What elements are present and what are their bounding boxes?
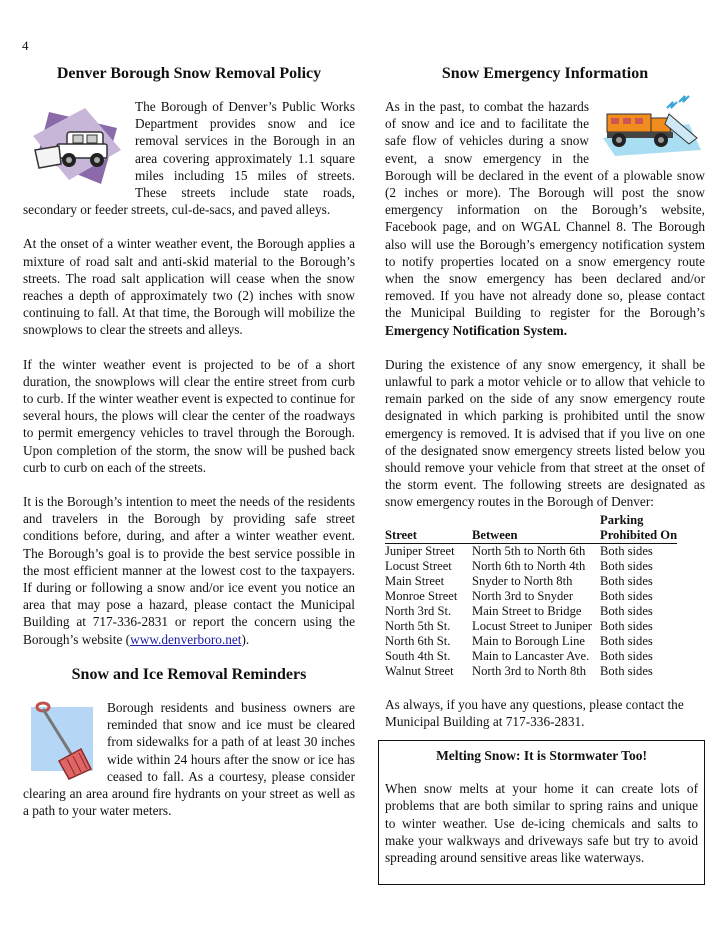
cell-street: South 4th St.: [385, 648, 451, 663]
stormwater-paragraph: When snow melts at your home it can create lots of problems that are both similar to spring rains and unique to winter weather. Use de-icing chemicals and salts to make your walkways and driveways safe but try to avoid spreading around sensitive areas like waterways.: [385, 781, 698, 866]
cell-prohibited: Both sides: [600, 648, 653, 663]
table-row: [385, 559, 677, 574]
cell-between: Main to Borough Line: [472, 633, 585, 648]
cell-street: Juniper Street: [385, 543, 455, 558]
policy-paragraph-4: [23, 493, 355, 648]
emergency-paragraph-3: As always, if you have any questions, please contact the Municipal Building at 717-336-2831.: [385, 696, 684, 729]
column-header-prohibited-on: Prohibited On: [600, 527, 678, 542]
cell-street: North 6th St.: [385, 633, 451, 648]
table-row: [385, 604, 677, 619]
column-header-between: Between: [472, 513, 600, 544]
table-row: [385, 619, 677, 634]
cell-street: Walnut Street: [385, 663, 454, 678]
cell-between: Snyder to North 8th: [472, 573, 573, 588]
cell-street: Monroe Street: [385, 588, 458, 603]
right-column: [385, 64, 705, 885]
cell-between: Main Street to Bridge: [472, 603, 582, 618]
section-title: Denver Borough Snow Removal Policy: [56, 65, 322, 82]
snow-ice-reminders-section: [23, 665, 355, 819]
cell-between: North 5th to North 6th: [472, 543, 586, 558]
policy-paragraph-1: The Borough of Denver’s Public Works Department provides snow and ice removal services in the Borough in an area covering approximately 1.1 square miles including 15 miles of streets. These streets include state roads, secondary or feeder streets, cul-de-sacs, and paved alleys.: [23, 99, 355, 218]
cell-between: North 3rd to Snyder: [472, 588, 574, 603]
cell-street: North 3rd St.: [385, 603, 452, 618]
snow-emergency-section: [385, 64, 705, 730]
cell-prohibited: Both sides: [600, 633, 653, 648]
snow-emergency-routes-table: [385, 513, 677, 679]
policy-paragraph-4-end: ).: [241, 631, 250, 647]
cell-prohibited: Both sides: [600, 603, 653, 618]
cell-prohibited: Both sides: [600, 588, 653, 603]
dump-truck-plow-icon: [597, 94, 705, 160]
section-title: Snow Emergency Information: [441, 65, 649, 82]
cell-street: Main Street: [385, 573, 445, 588]
table-row: [385, 543, 677, 559]
emergency-notification-system-label: Emergency Notification System.: [385, 322, 568, 338]
cell-between: Locust Street to Juniper: [472, 618, 592, 633]
snowplow-truck-icon: [29, 100, 125, 188]
column-header-parking: Parking: [600, 512, 644, 527]
cell-between: North 6th to North 4th: [472, 558, 586, 573]
policy-paragraph-3: If the winter weather event is projected to be of a short duration, the snowplows will clear the entire street from curb to curb. If the winter weather event is expected to continue for several hours, the plows will clear the center of the roadways to permit emergency vehicles to travel through the Borough. Upon completion of the storm, the snow will be pushed back curb to curb on each of the streets.: [23, 356, 355, 475]
cell-between: Main to Lancaster Ave.: [472, 648, 590, 663]
table-row: [385, 589, 677, 604]
table-row: [385, 664, 677, 679]
policy-paragraph-2: At the onset of a winter weather event, the Borough applies a mixture of road salt and anti-skid material to the Borough’s streets. The road salt application will cease when the snow reaches a depth of approximately two (2) inches with snow continuing to fall. At that time, the Borough will mobilize the snowplows to clear the streets and alleys.: [23, 236, 355, 338]
emergency-paragraph-2: During the existence of any snow emergency, it shall be unlawful to park a motor vehicle or to allow that vehicle to remain parked on the side of any snow emergency route designated in which parking is prohibited until the snow emergency is removed. It is advised that if you live on one of the designated snow emergency streets listed below you should remove your vehicle from that street at the onset of the storm event. The following streets are designated as snow emergency routes in the Borough of Denver:: [385, 356, 705, 510]
stormwater-title: Melting Snow: It is Stormwater Too!: [436, 748, 647, 764]
table-row: [385, 574, 677, 589]
snow-removal-policy-section: [23, 64, 355, 648]
page-number: 4: [22, 38, 29, 53]
cell-street: North 5th St.: [385, 618, 451, 633]
cell-prohibited: Both sides: [600, 663, 653, 678]
policy-paragraph-4-text: It is the Borough’s intention to meet the needs of the residents and travelers in the Borough by providing safe street conditions before, during, and after a winter weather event. The Borough’s goal is to provide the best service possible in the most efficient manner at the lowest cost to the taxpayers. If during or following a snow and/or ice event you notice an area that may pose a hazard, please contact the Municipal Building at 717-336-2831 or report the concern using the Borough’s website (: [23, 494, 355, 647]
table-row: [385, 649, 677, 664]
emergency-paragraph-1-text: As in the past, to combat the hazards of snow and ice and to facilitate the safe flow of vehicles during a snow event, a snow emergency in the Borough will be declared in the event of a plowable snow (2 inches or more). The Borough will post the snow emergency information on the Borough’s website, Facebook page, and on WGAL Channel 8. The Borough also will use the Borough’s emergency notification system to notify properties located on a snow emergency route when the snow emergency has been declared and/or removed. If you have not already done so, please contact the Municipal Building to register for the Borough’s: [385, 99, 705, 321]
cell-prohibited: Both sides: [600, 543, 653, 558]
cell-between: North 3rd to North 8th: [472, 663, 587, 678]
stormwater-box: [378, 740, 705, 885]
cell-prohibited: Both sides: [600, 573, 653, 588]
table-row: [385, 634, 677, 649]
reminders-paragraph: Borough residents and business owners are reminded that snow and ice must be cleared from sidewalks for a path of at least 30 inches wide within 24 hours after the snow or ice has ceased to fall. As a courtesy, please consider clearing an area around fire hydrants on your street as well as a path to your water meters.: [23, 699, 355, 819]
section-title: Snow and Ice Removal Reminders: [71, 665, 307, 683]
cell-prohibited: Both sides: [600, 558, 653, 573]
left-column: [23, 64, 355, 836]
cell-street: Locust Street: [385, 558, 452, 573]
snow-shovel-icon: [29, 701, 97, 781]
column-header-street: Street: [385, 513, 472, 544]
website-link[interactable]: www.denverboro.net: [130, 631, 242, 647]
cell-prohibited: Both sides: [600, 618, 653, 633]
